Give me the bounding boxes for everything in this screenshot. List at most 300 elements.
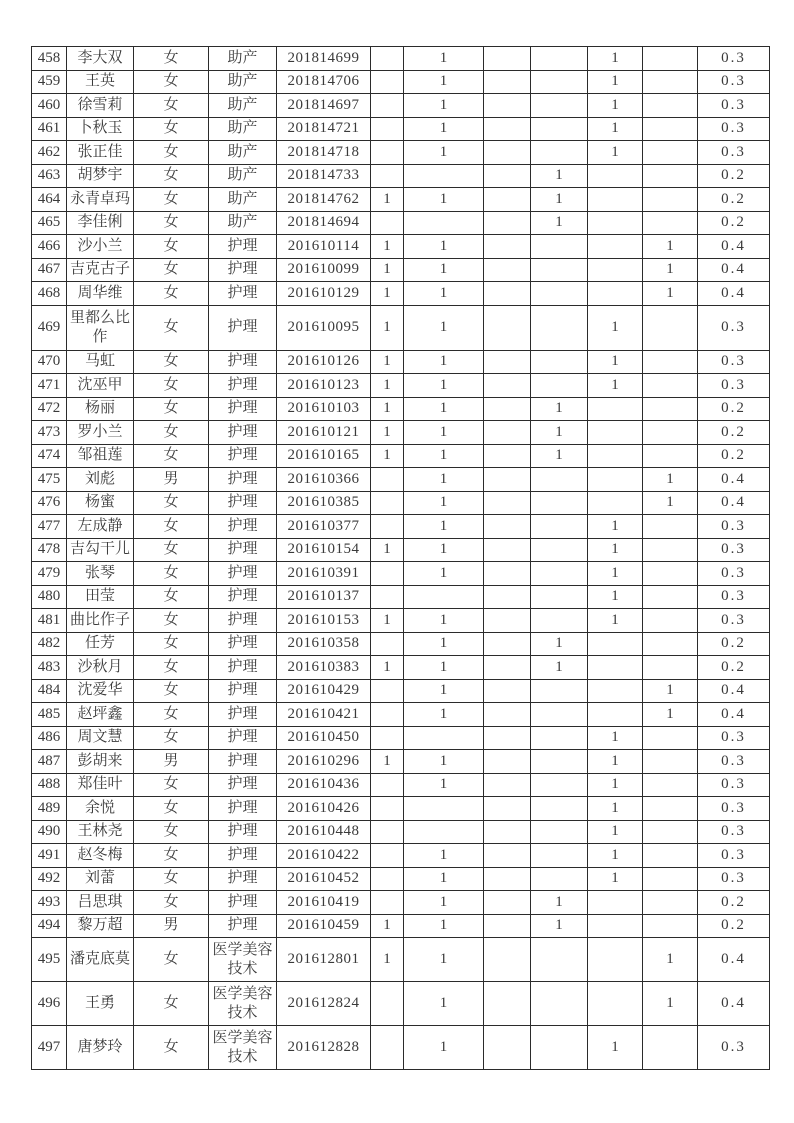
cell-mark-6 (643, 444, 698, 468)
cell-mark-6 (643, 726, 698, 750)
cell-mark-2: 1 (404, 679, 484, 703)
cell-mark-4: 1 (531, 188, 588, 212)
cell-gender: 女 (134, 397, 209, 421)
cell-student-name: 沙秋月 (67, 656, 134, 680)
cell-row-number: 491 (32, 844, 67, 868)
cell-mark-6: 1 (643, 703, 698, 727)
cell-gender: 女 (134, 117, 209, 141)
cell-gender: 男 (134, 468, 209, 492)
cell-major: 护理 (209, 305, 277, 350)
cell-mark-1 (371, 141, 404, 165)
cell-major: 助产 (209, 211, 277, 235)
cell-score: 0.3 (698, 1026, 770, 1070)
table-row (32, 562, 770, 586)
cell-mark-1 (371, 1026, 404, 1070)
cell-mark-1 (371, 94, 404, 118)
cell-row-number: 492 (32, 867, 67, 891)
cell-mark-5: 1 (588, 773, 643, 797)
cell-mark-6 (643, 867, 698, 891)
cell-score: 0.3 (698, 374, 770, 398)
cell-student-name: 黎万超 (67, 914, 134, 938)
cell-gender: 女 (134, 235, 209, 259)
cell-major: 医学美容技术 (209, 938, 277, 982)
cell-mark-3 (484, 538, 531, 562)
cell-score: 0.3 (698, 750, 770, 774)
cell-mark-4 (531, 374, 588, 398)
table-row (32, 117, 770, 141)
cell-row-number: 475 (32, 468, 67, 492)
cell-mark-6: 1 (643, 491, 698, 515)
cell-mark-5 (588, 258, 643, 282)
cell-score: 0.2 (698, 632, 770, 656)
cell-mark-4 (531, 585, 588, 609)
cell-mark-4: 1 (531, 211, 588, 235)
cell-student-id: 201610421 (277, 703, 371, 727)
cell-mark-5: 1 (588, 867, 643, 891)
cell-student-name: 周文慧 (67, 726, 134, 750)
cell-student-name: 王林尧 (67, 820, 134, 844)
cell-score: 0.2 (698, 656, 770, 680)
cell-mark-6 (643, 820, 698, 844)
cell-gender: 女 (134, 94, 209, 118)
cell-gender: 女 (134, 491, 209, 515)
cell-student-name: 罗小兰 (67, 421, 134, 445)
cell-mark-4 (531, 938, 588, 982)
cell-mark-4: 1 (531, 397, 588, 421)
cell-mark-1: 1 (371, 750, 404, 774)
cell-mark-3 (484, 632, 531, 656)
cell-score: 0.3 (698, 141, 770, 165)
cell-mark-1: 1 (371, 235, 404, 259)
cell-mark-3 (484, 397, 531, 421)
cell-row-number: 489 (32, 797, 67, 821)
table-row (32, 632, 770, 656)
cell-mark-6 (643, 585, 698, 609)
table-row (32, 164, 770, 188)
cell-mark-1 (371, 585, 404, 609)
cell-row-number: 469 (32, 305, 67, 350)
cell-major: 护理 (209, 750, 277, 774)
cell-mark-6 (643, 117, 698, 141)
cell-mark-6 (643, 164, 698, 188)
table-row (32, 141, 770, 165)
cell-gender: 女 (134, 141, 209, 165)
cell-gender: 女 (134, 1026, 209, 1070)
cell-row-number: 484 (32, 679, 67, 703)
cell-mark-6: 1 (643, 679, 698, 703)
cell-student-id: 201610358 (277, 632, 371, 656)
cell-student-id: 201610296 (277, 750, 371, 774)
cell-mark-1: 1 (371, 282, 404, 306)
cell-gender: 男 (134, 750, 209, 774)
cell-mark-3 (484, 726, 531, 750)
cell-mark-4 (531, 982, 588, 1026)
student-roster-table (31, 46, 770, 1070)
cell-score: 0.2 (698, 914, 770, 938)
cell-mark-4 (531, 94, 588, 118)
cell-mark-4 (531, 282, 588, 306)
cell-mark-4: 1 (531, 891, 588, 915)
cell-major: 护理 (209, 773, 277, 797)
cell-student-name: 吉克古子 (67, 258, 134, 282)
cell-student-id: 201610123 (277, 374, 371, 398)
cell-mark-1 (371, 491, 404, 515)
cell-mark-4 (531, 70, 588, 94)
cell-mark-2: 1 (404, 117, 484, 141)
cell-score: 0.4 (698, 982, 770, 1026)
cell-student-name: 刘蕾 (67, 867, 134, 891)
cell-student-id: 201610459 (277, 914, 371, 938)
cell-mark-5 (588, 397, 643, 421)
cell-major: 助产 (209, 94, 277, 118)
cell-mark-3 (484, 164, 531, 188)
cell-mark-1: 1 (371, 938, 404, 982)
cell-student-name: 沙小兰 (67, 235, 134, 259)
cell-mark-3 (484, 750, 531, 774)
cell-gender: 女 (134, 656, 209, 680)
cell-mark-2: 1 (404, 374, 484, 398)
cell-student-id: 201610429 (277, 679, 371, 703)
cell-mark-2: 1 (404, 562, 484, 586)
cell-mark-3 (484, 235, 531, 259)
cell-student-name: 永青卓玛 (67, 188, 134, 212)
cell-mark-5: 1 (588, 374, 643, 398)
cell-student-id: 201814733 (277, 164, 371, 188)
cell-score: 0.3 (698, 773, 770, 797)
cell-mark-2: 1 (404, 282, 484, 306)
cell-student-name: 曲比作子 (67, 609, 134, 633)
cell-major: 护理 (209, 258, 277, 282)
cell-student-id: 201814699 (277, 47, 371, 71)
cell-student-name: 吕思琪 (67, 891, 134, 915)
cell-gender: 女 (134, 844, 209, 868)
cell-mark-4 (531, 515, 588, 539)
table-row (32, 773, 770, 797)
cell-score: 0.4 (698, 468, 770, 492)
cell-row-number: 470 (32, 350, 67, 374)
cell-mark-5: 1 (588, 47, 643, 71)
cell-mark-5 (588, 679, 643, 703)
cell-student-id: 201610366 (277, 468, 371, 492)
cell-row-number: 493 (32, 891, 67, 915)
cell-mark-2: 1 (404, 867, 484, 891)
cell-student-name: 张琴 (67, 562, 134, 586)
cell-mark-3 (484, 515, 531, 539)
cell-student-id: 201610121 (277, 421, 371, 445)
cell-row-number: 490 (32, 820, 67, 844)
cell-gender: 女 (134, 444, 209, 468)
cell-gender: 女 (134, 609, 209, 633)
cell-mark-1 (371, 164, 404, 188)
cell-score: 0.2 (698, 891, 770, 915)
cell-row-number: 474 (32, 444, 67, 468)
cell-mark-6 (643, 211, 698, 235)
cell-student-id: 201610422 (277, 844, 371, 868)
cell-student-name: 任芳 (67, 632, 134, 656)
cell-mark-4 (531, 117, 588, 141)
cell-score: 0.2 (698, 211, 770, 235)
cell-mark-3 (484, 444, 531, 468)
cell-student-name: 赵坪鑫 (67, 703, 134, 727)
cell-student-name: 赵冬梅 (67, 844, 134, 868)
cell-mark-3 (484, 94, 531, 118)
cell-mark-5 (588, 656, 643, 680)
cell-score: 0.3 (698, 94, 770, 118)
cell-score: 0.3 (698, 70, 770, 94)
cell-mark-6 (643, 515, 698, 539)
cell-mark-3 (484, 1026, 531, 1070)
cell-mark-1 (371, 773, 404, 797)
cell-mark-1 (371, 797, 404, 821)
cell-mark-6: 1 (643, 982, 698, 1026)
cell-row-number: 460 (32, 94, 67, 118)
cell-score: 0.4 (698, 491, 770, 515)
cell-mark-4 (531, 820, 588, 844)
cell-student-id: 201610426 (277, 797, 371, 821)
cell-score: 0.3 (698, 538, 770, 562)
table-row (32, 797, 770, 821)
cell-mark-3 (484, 585, 531, 609)
cell-mark-1 (371, 891, 404, 915)
cell-mark-4 (531, 750, 588, 774)
cell-mark-5: 1 (588, 797, 643, 821)
cell-student-id: 201814694 (277, 211, 371, 235)
cell-student-name: 马虹 (67, 350, 134, 374)
cell-mark-1 (371, 820, 404, 844)
cell-mark-6 (643, 374, 698, 398)
cell-student-name: 徐雪莉 (67, 94, 134, 118)
cell-student-name: 胡梦宇 (67, 164, 134, 188)
cell-major: 护理 (209, 820, 277, 844)
cell-mark-4 (531, 258, 588, 282)
cell-gender: 女 (134, 188, 209, 212)
cell-mark-2: 1 (404, 141, 484, 165)
cell-major: 护理 (209, 374, 277, 398)
cell-mark-3 (484, 211, 531, 235)
cell-mark-4 (531, 867, 588, 891)
cell-mark-5: 1 (588, 1026, 643, 1070)
cell-row-number: 461 (32, 117, 67, 141)
table-row (32, 891, 770, 915)
cell-mark-1 (371, 867, 404, 891)
table-row (32, 679, 770, 703)
cell-mark-1 (371, 632, 404, 656)
cell-mark-2: 1 (404, 305, 484, 350)
cell-mark-3 (484, 188, 531, 212)
table-row (32, 609, 770, 633)
cell-major: 医学美容技术 (209, 982, 277, 1026)
cell-score: 0.2 (698, 164, 770, 188)
cell-major: 护理 (209, 562, 277, 586)
cell-score: 0.3 (698, 844, 770, 868)
cell-mark-4 (531, 609, 588, 633)
cell-student-id: 201610126 (277, 350, 371, 374)
cell-student-name: 沈爱华 (67, 679, 134, 703)
cell-student-id: 201814762 (277, 188, 371, 212)
cell-gender: 女 (134, 562, 209, 586)
cell-row-number: 481 (32, 609, 67, 633)
cell-mark-5: 1 (588, 515, 643, 539)
cell-mark-6 (643, 305, 698, 350)
cell-mark-4: 1 (531, 632, 588, 656)
cell-student-name: 刘彪 (67, 468, 134, 492)
cell-row-number: 458 (32, 47, 67, 71)
cell-mark-4 (531, 468, 588, 492)
cell-mark-3 (484, 491, 531, 515)
cell-mark-2: 1 (404, 538, 484, 562)
cell-score: 0.4 (698, 938, 770, 982)
cell-row-number: 463 (32, 164, 67, 188)
cell-mark-1: 1 (371, 258, 404, 282)
cell-mark-5 (588, 188, 643, 212)
cell-student-name: 王英 (67, 70, 134, 94)
cell-major: 护理 (209, 726, 277, 750)
table-row (32, 282, 770, 306)
cell-mark-6: 1 (643, 235, 698, 259)
cell-mark-3 (484, 844, 531, 868)
cell-student-name: 杨蜜 (67, 491, 134, 515)
cell-mark-2: 1 (404, 656, 484, 680)
cell-mark-5: 1 (588, 305, 643, 350)
table-row (32, 350, 770, 374)
cell-gender: 女 (134, 47, 209, 71)
cell-mark-6 (643, 632, 698, 656)
cell-mark-5: 1 (588, 820, 643, 844)
cell-score: 0.3 (698, 350, 770, 374)
cell-row-number: 472 (32, 397, 67, 421)
table-row (32, 538, 770, 562)
cell-mark-4: 1 (531, 656, 588, 680)
cell-mark-3 (484, 258, 531, 282)
cell-mark-1: 1 (371, 188, 404, 212)
table-row (32, 750, 770, 774)
cell-mark-5 (588, 938, 643, 982)
cell-mark-4 (531, 562, 588, 586)
cell-gender: 女 (134, 632, 209, 656)
cell-major: 护理 (209, 679, 277, 703)
cell-mark-6: 1 (643, 282, 698, 306)
table-row (32, 258, 770, 282)
cell-mark-1: 1 (371, 914, 404, 938)
cell-mark-3 (484, 47, 531, 71)
cell-score: 0.3 (698, 867, 770, 891)
cell-row-number: 486 (32, 726, 67, 750)
cell-mark-3 (484, 117, 531, 141)
cell-mark-4 (531, 491, 588, 515)
cell-mark-5 (588, 468, 643, 492)
cell-mark-2: 1 (404, 468, 484, 492)
table-row (32, 47, 770, 71)
cell-student-id: 201610448 (277, 820, 371, 844)
cell-mark-2: 1 (404, 258, 484, 282)
cell-student-id: 201610165 (277, 444, 371, 468)
cell-mark-4 (531, 797, 588, 821)
cell-mark-3 (484, 374, 531, 398)
cell-gender: 女 (134, 282, 209, 306)
cell-row-number: 473 (32, 421, 67, 445)
cell-score: 0.4 (698, 235, 770, 259)
cell-student-id: 201610419 (277, 891, 371, 915)
cell-mark-2: 1 (404, 444, 484, 468)
cell-gender: 女 (134, 374, 209, 398)
cell-major: 护理 (209, 397, 277, 421)
cell-mark-5 (588, 632, 643, 656)
cell-student-name: 张正佳 (67, 141, 134, 165)
cell-mark-2 (404, 164, 484, 188)
cell-mark-3 (484, 562, 531, 586)
cell-student-name: 吉勾干儿 (67, 538, 134, 562)
cell-score: 0.2 (698, 421, 770, 445)
cell-mark-3 (484, 679, 531, 703)
cell-mark-2: 1 (404, 632, 484, 656)
cell-mark-3 (484, 350, 531, 374)
cell-major: 护理 (209, 609, 277, 633)
cell-gender: 女 (134, 538, 209, 562)
cell-mark-5 (588, 235, 643, 259)
cell-student-id: 201814718 (277, 141, 371, 165)
table-row (32, 444, 770, 468)
cell-mark-4 (531, 703, 588, 727)
cell-gender: 女 (134, 938, 209, 982)
cell-gender: 女 (134, 891, 209, 915)
cell-row-number: 483 (32, 656, 67, 680)
cell-mark-6 (643, 350, 698, 374)
cell-mark-3 (484, 703, 531, 727)
cell-student-id: 201610154 (277, 538, 371, 562)
cell-gender: 女 (134, 258, 209, 282)
cell-student-name: 郑佳叶 (67, 773, 134, 797)
cell-mark-3 (484, 656, 531, 680)
cell-row-number: 464 (32, 188, 67, 212)
table-row (32, 188, 770, 212)
cell-mark-6 (643, 891, 698, 915)
cell-mark-5: 1 (588, 750, 643, 774)
cell-major: 护理 (209, 891, 277, 915)
table-row (32, 305, 770, 350)
cell-student-id: 201814721 (277, 117, 371, 141)
cell-mark-6 (643, 609, 698, 633)
cell-mark-1 (371, 703, 404, 727)
table-row (32, 867, 770, 891)
cell-row-number: 496 (32, 982, 67, 1026)
cell-mark-5 (588, 421, 643, 445)
cell-mark-4 (531, 726, 588, 750)
cell-mark-6 (643, 562, 698, 586)
cell-mark-5: 1 (588, 609, 643, 633)
cell-score: 0.2 (698, 444, 770, 468)
cell-mark-1 (371, 47, 404, 71)
cell-mark-3 (484, 867, 531, 891)
cell-student-id: 201610129 (277, 282, 371, 306)
cell-gender: 男 (134, 914, 209, 938)
cell-mark-1 (371, 726, 404, 750)
cell-mark-2: 1 (404, 609, 484, 633)
cell-mark-3 (484, 609, 531, 633)
cell-mark-2: 1 (404, 188, 484, 212)
table-row (32, 982, 770, 1026)
cell-gender: 女 (134, 211, 209, 235)
cell-major: 助产 (209, 188, 277, 212)
cell-gender: 女 (134, 70, 209, 94)
cell-mark-6 (643, 914, 698, 938)
cell-mark-5 (588, 703, 643, 727)
cell-student-id: 201814697 (277, 94, 371, 118)
cell-major: 护理 (209, 235, 277, 259)
cell-row-number: 478 (32, 538, 67, 562)
cell-major: 护理 (209, 867, 277, 891)
cell-mark-6 (643, 94, 698, 118)
cell-gender: 女 (134, 585, 209, 609)
